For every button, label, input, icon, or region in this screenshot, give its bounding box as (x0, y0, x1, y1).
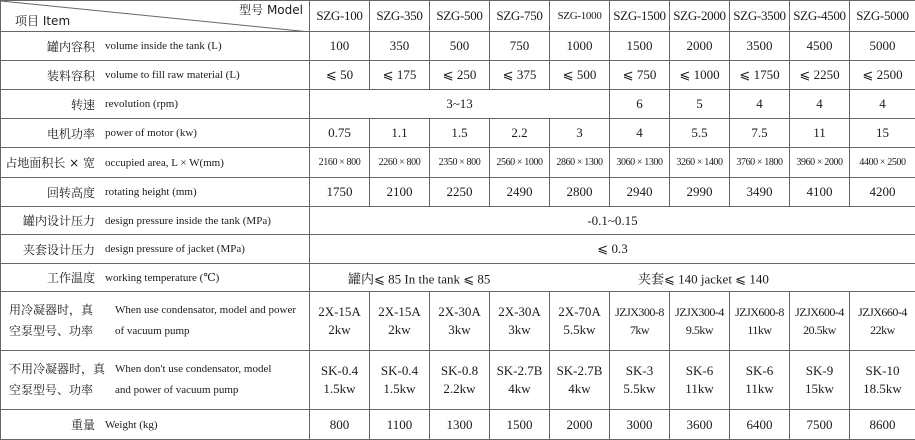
row-label (1, 264, 310, 292)
header-corner-cell (1, 1, 310, 32)
pump-power: 1.5kw (310, 380, 369, 398)
row-without-condenser (1, 351, 915, 410)
pump-model: SK-6 (730, 362, 789, 380)
table-cell: 2940 (610, 178, 670, 207)
table-cell (610, 351, 670, 410)
table-cell (310, 351, 370, 410)
row-fill (1, 61, 915, 90)
label-zh: 工作温度 (1, 269, 105, 286)
table-cell: 1300 (430, 410, 490, 440)
table-cell: 11 (790, 119, 850, 148)
table-cell: ⩽ 500 (550, 61, 610, 90)
pump-model: JZJX300-4 (670, 303, 729, 321)
label-zh: 装料容积 (1, 67, 105, 84)
table-cell: 2260 × 800 (370, 148, 430, 178)
label-line: of vacuum pump (115, 321, 296, 342)
label-zh: 占地面积长 × 宽 (1, 154, 105, 171)
table-cell: 1100 (370, 410, 430, 440)
table-cell: 2560 × 1000 (490, 148, 550, 178)
pump-power: 3kw (490, 321, 549, 339)
table-cell: 4500 (790, 32, 850, 61)
pump-model: JZJX600-4 (790, 303, 849, 321)
table-cell: 1750 (310, 178, 370, 207)
model-name: SZG-5000 (850, 1, 915, 32)
row-volume (1, 32, 915, 61)
table-cell: 3500 (730, 32, 790, 61)
pump-model: SK-0.4 (310, 362, 369, 380)
pump-power: 1.5kw (370, 380, 429, 398)
pump-power: 11kw (670, 380, 729, 398)
table-cell: 2100 (370, 178, 430, 207)
merged-cell: 3~13 (310, 90, 610, 119)
pump-model: SK-9 (790, 362, 849, 380)
label-zh: 转速 (1, 96, 105, 113)
label-zh (1, 351, 115, 409)
pump-model: JZJX300-8 (610, 303, 669, 321)
table-cell: 3490 (730, 178, 790, 207)
label-line: 空泵型号、功率 (9, 380, 115, 401)
label-line: 空泵型号、功率 (9, 321, 115, 342)
model-name: SZG-750 (490, 1, 550, 32)
row-label (1, 148, 310, 178)
row-temperature (1, 264, 915, 292)
table-cell: 5 (670, 90, 730, 119)
pump-model: 2X-30A (430, 303, 489, 321)
table-cell: 1500 (610, 32, 670, 61)
pump-power: 2kw (310, 321, 369, 339)
label-line: When use condensator, model and power (115, 300, 296, 321)
table-cell: 2160 × 800 (310, 148, 370, 178)
table-cell: 8600 (850, 410, 915, 440)
row-label (1, 292, 310, 351)
item-header: 项目 Item (15, 12, 70, 29)
table-cell: 3 (550, 119, 610, 148)
tank-temperature: 罐内⩽ 85 In the tank ⩽ 85 (348, 268, 490, 287)
table-cell: 7500 (790, 410, 850, 440)
table-cell: 5000 (850, 32, 915, 61)
label-en (115, 292, 298, 350)
pump-model: 2X-70A (550, 303, 609, 321)
pump-power: 22kw (850, 321, 915, 339)
table-cell: 1.1 (370, 119, 430, 148)
pump-model: SK-0.8 (430, 362, 489, 380)
table-cell: 3760 × 1800 (730, 148, 790, 178)
table-cell (670, 292, 730, 351)
table-cell: 1500 (490, 410, 550, 440)
label-en: working temperature (℃) (105, 271, 219, 284)
table-cell: 750 (490, 32, 550, 61)
model-header: 型号 Model (239, 1, 303, 18)
table-cell: ⩽ 750 (610, 61, 670, 90)
row-motor (1, 119, 915, 148)
table-cell: ⩽ 175 (370, 61, 430, 90)
table-cell: ⩽ 2250 (790, 61, 850, 90)
label-en: volume to fill raw material (L) (105, 69, 240, 81)
model-name: SZG-2000 (670, 1, 730, 32)
table-cell: 2.2 (490, 119, 550, 148)
table-cell: 4 (730, 90, 790, 119)
table-cell: 15 (850, 119, 915, 148)
row-pressure-jacket (1, 235, 915, 264)
row-height (1, 178, 915, 207)
table-cell: 2000 (670, 32, 730, 61)
table-cell: 2990 (670, 178, 730, 207)
label-en: design pressure of jacket (MPa) (105, 243, 245, 255)
label-zh (1, 292, 115, 350)
merged-cell (310, 264, 915, 292)
row-with-condenser (1, 292, 915, 351)
table-cell (370, 351, 430, 410)
row-label (1, 119, 310, 148)
row-pressure-tank (1, 207, 915, 235)
pump-power: 2kw (370, 321, 429, 339)
label-en: rotating height (mm) (105, 186, 197, 198)
row-label (1, 235, 310, 264)
table-cell: 4 (610, 119, 670, 148)
table-cell: 100 (310, 32, 370, 61)
pump-model: 2X-15A (370, 303, 429, 321)
row-label (1, 351, 310, 410)
table-cell: 2250 (430, 178, 490, 207)
row-label (1, 61, 310, 90)
table-cell (610, 292, 670, 351)
table-cell (730, 292, 790, 351)
label-en: occupied area, L × W(mm) (105, 157, 224, 169)
model-name: SZG-3500 (730, 1, 790, 32)
model-name: SZG-4500 (790, 1, 850, 32)
table-cell (490, 351, 550, 410)
row-label (1, 90, 310, 119)
table-cell (490, 292, 550, 351)
pump-power: 5.5kw (550, 321, 609, 339)
table-cell (850, 292, 915, 351)
row-area (1, 148, 915, 178)
table-cell: ⩽ 1750 (730, 61, 790, 90)
table-cell (370, 292, 430, 351)
merged-cell: ⩽ 0.3 (310, 235, 915, 264)
pump-model: SK-0.4 (370, 362, 429, 380)
table-cell: ⩽ 250 (430, 61, 490, 90)
table-cell: ⩽ 2500 (850, 61, 915, 90)
table-cell: 4 (850, 90, 915, 119)
pump-model: JZJX600-8 (730, 303, 789, 321)
pump-power: 9.5kw (670, 321, 729, 339)
table-cell: 6 (610, 90, 670, 119)
label-zh: 罐内设计压力 (1, 212, 105, 229)
table-cell (730, 351, 790, 410)
pump-power: 18.5kw (850, 380, 915, 398)
table-cell: ⩽ 50 (310, 61, 370, 90)
table-cell: 2000 (550, 410, 610, 440)
model-name: SZG-100 (310, 1, 370, 32)
table-cell (310, 292, 370, 351)
label-zh: 电机功率 (1, 125, 105, 142)
pump-power: 4kw (550, 380, 609, 398)
table-cell: 3000 (610, 410, 670, 440)
table-cell: 3960 × 2000 (790, 148, 850, 178)
table-cell (430, 292, 490, 351)
pump-model: 2X-15A (310, 303, 369, 321)
table-cell: 5.5 (670, 119, 730, 148)
table-cell (550, 292, 610, 351)
pump-model: SK-3 (610, 362, 669, 380)
table-cell: 2800 (550, 178, 610, 207)
label-en: Weight (kg) (105, 419, 158, 431)
table-cell: 1.5 (430, 119, 490, 148)
table-cell (430, 351, 490, 410)
pump-power: 11kw (730, 380, 789, 398)
header-row (1, 1, 915, 32)
label-en (115, 351, 273, 409)
row-weight (1, 410, 915, 440)
table-cell: 7.5 (730, 119, 790, 148)
label-en: power of motor (kw) (105, 127, 197, 139)
pump-model: 2X-30A (490, 303, 549, 321)
label-line: When don't use condensator, model (115, 359, 271, 380)
pump-power: 15kw (790, 380, 849, 398)
row-label (1, 207, 310, 235)
model-name: SZG-350 (370, 1, 430, 32)
pump-power: 5.5kw (610, 380, 669, 398)
label-en: volume inside the tank (L) (105, 40, 222, 52)
label-zh: 重量 (1, 416, 105, 433)
table-cell: 2350 × 800 (430, 148, 490, 178)
label-line: 不用冷凝器时，真 (9, 359, 115, 380)
table-cell: 0.75 (310, 119, 370, 148)
table-cell: 800 (310, 410, 370, 440)
pump-model: JZJX660-4 (850, 303, 915, 321)
jacket-temperature: 夹套⩽ 140 jacket ⩽ 140 (638, 268, 769, 287)
table-cell (670, 351, 730, 410)
label-en: revolution (rpm) (105, 98, 178, 110)
table-cell: 3260 × 1400 (670, 148, 730, 178)
model-name: SZG-500 (430, 1, 490, 32)
label-line: and power of vacuum pump (115, 380, 271, 401)
pump-power: 4kw (490, 380, 549, 398)
table-cell: 6400 (730, 410, 790, 440)
row-label (1, 178, 310, 207)
table-cell: 2860 × 1300 (550, 148, 610, 178)
pump-model: SK-10 (850, 362, 915, 380)
pump-power: 3kw (430, 321, 489, 339)
label-line: 用冷凝器时，真 (9, 300, 115, 321)
label-zh: 罐内容积 (1, 38, 105, 55)
pump-model: SK-2.7B (490, 362, 549, 380)
pump-power: 7kw (610, 321, 669, 339)
label-zh: 夹套设计压力 (1, 241, 105, 258)
model-name: SZG-1000 (550, 1, 610, 32)
row-revolution (1, 90, 915, 119)
model-name: SZG-1500 (610, 1, 670, 32)
table-cell: 4200 (850, 178, 915, 207)
table-cell: 4400 × 2500 (850, 148, 915, 178)
table-cell: 1000 (550, 32, 610, 61)
pump-power: 20.5kw (790, 321, 849, 339)
label-en: design pressure inside the tank (MPa) (105, 215, 271, 227)
table-cell (790, 351, 850, 410)
table-cell: ⩽ 1000 (670, 61, 730, 90)
table-cell: 3060 × 1300 (610, 148, 670, 178)
table-cell (550, 351, 610, 410)
label-zh: 回转高度 (1, 184, 105, 201)
pump-model: SK-6 (670, 362, 729, 380)
table-cell: 4 (790, 90, 850, 119)
row-label (1, 32, 310, 61)
table-cell: 2490 (490, 178, 550, 207)
table-cell: 500 (430, 32, 490, 61)
pump-model: SK-2.7B (550, 362, 609, 380)
table-cell (850, 351, 915, 410)
pump-power: 11kw (730, 321, 789, 339)
table-cell: 4100 (790, 178, 850, 207)
pump-power: 2.2kw (430, 380, 489, 398)
table-cell: 350 (370, 32, 430, 61)
table-cell: 3600 (670, 410, 730, 440)
table-cell (790, 292, 850, 351)
table-cell: ⩽ 375 (490, 61, 550, 90)
merged-cell: -0.1~0.15 (310, 207, 915, 235)
row-label (1, 410, 310, 440)
